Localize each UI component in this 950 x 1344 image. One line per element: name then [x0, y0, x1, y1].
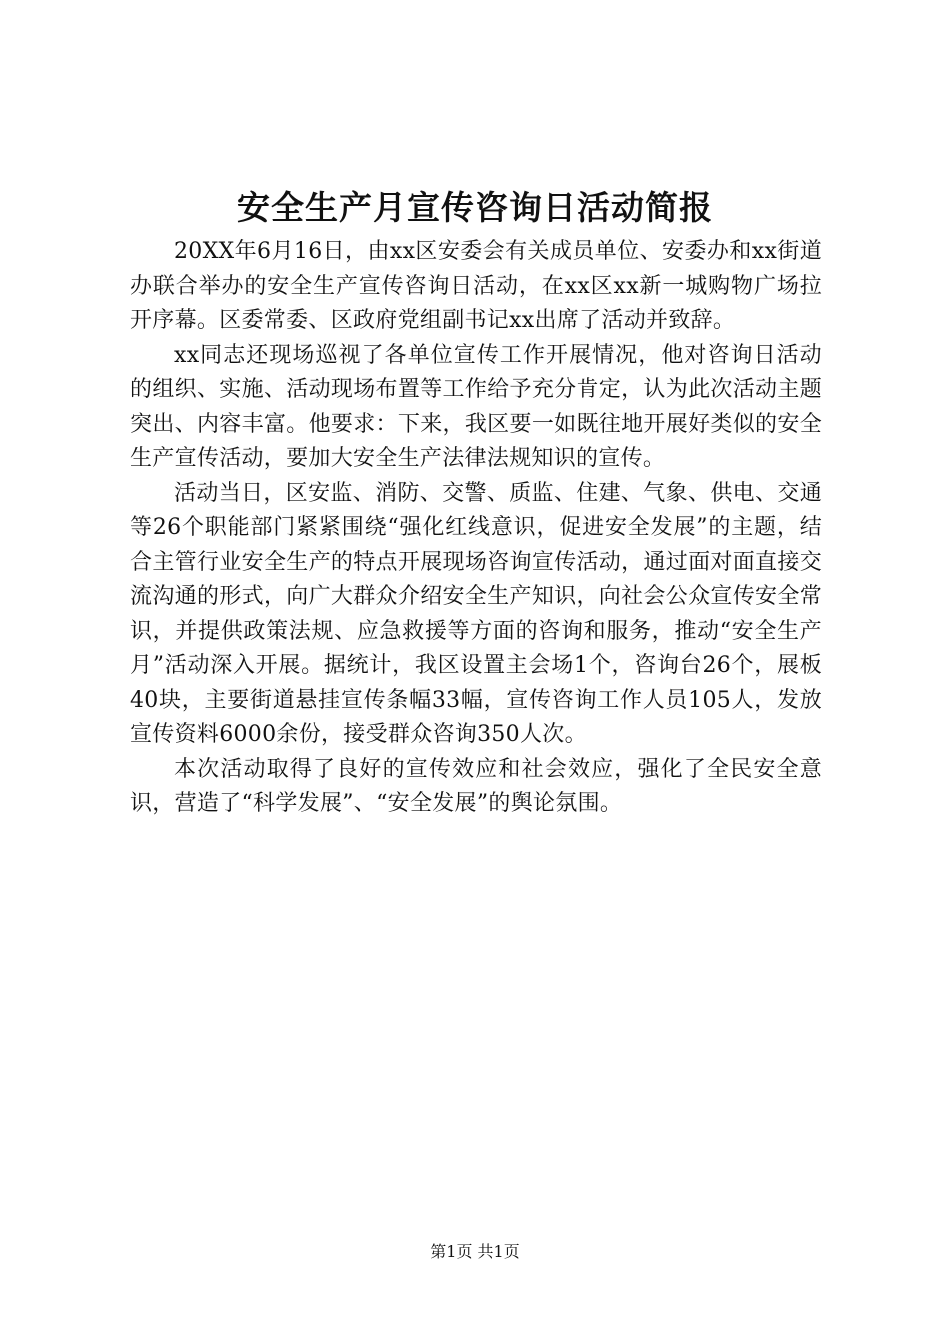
paragraph-1: 20XX年6月16日，由xx区安委会有关成员单位、安委办和xx街道办联合举办的安全生产宣传咨询日活动，在xx区xx新一城购物广场拉开序幕。区委常委、区政府党组副书记xx出席了活动并致辞。 — [130, 239, 822, 333]
paragraph-3: 活动当日，区安监、消防、交警、质监、住建、气象、供电、交通等26个职能部门紧紧围绕“强化红线意识，促进安全发展”的主题，结合主管行业安全生产的特点开展现场咨询宣传活动，通过面对面直接交流沟通的形式，向广大群众介绍安全生产知识，向社会公众宣传安全常识，并提供政策法规、应急救援等方面的咨询和服务，推动“安全生产月”活动深入开展。据统计，我区设置主会场1个，咨询台26个，展板40块，主要街道悬挂宣传条幅33幅，宣传咨询工作人员105人，发放宣传资料6000余份，接受群众咨询350人次。 — [130, 480, 822, 747]
paragraph-2: xx同志还现场巡视了各单位宣传工作开展情况，他对咨询日活动的组织、实施、活动现场布置等工作给予充分肯定，认为此次活动主题突出、内容丰富。他要求：下来，我区要一如既往地开展好类似的安全生产宣传活动，要加大安全生产法律法规知识的宣传。 — [130, 342, 822, 471]
document-body — [130, 235, 822, 822]
document-title: 安全生产月宣传咨询日活动简报 — [237, 188, 713, 227]
page-footer: 第1页 共1页 — [430, 1242, 520, 1261]
paragraph-4: 本次活动取得了良好的宣传效应和社会效应，强化了全民安全意识，营造了“科学发展”、“安全发展”的舆论氛围。 — [130, 756, 822, 816]
